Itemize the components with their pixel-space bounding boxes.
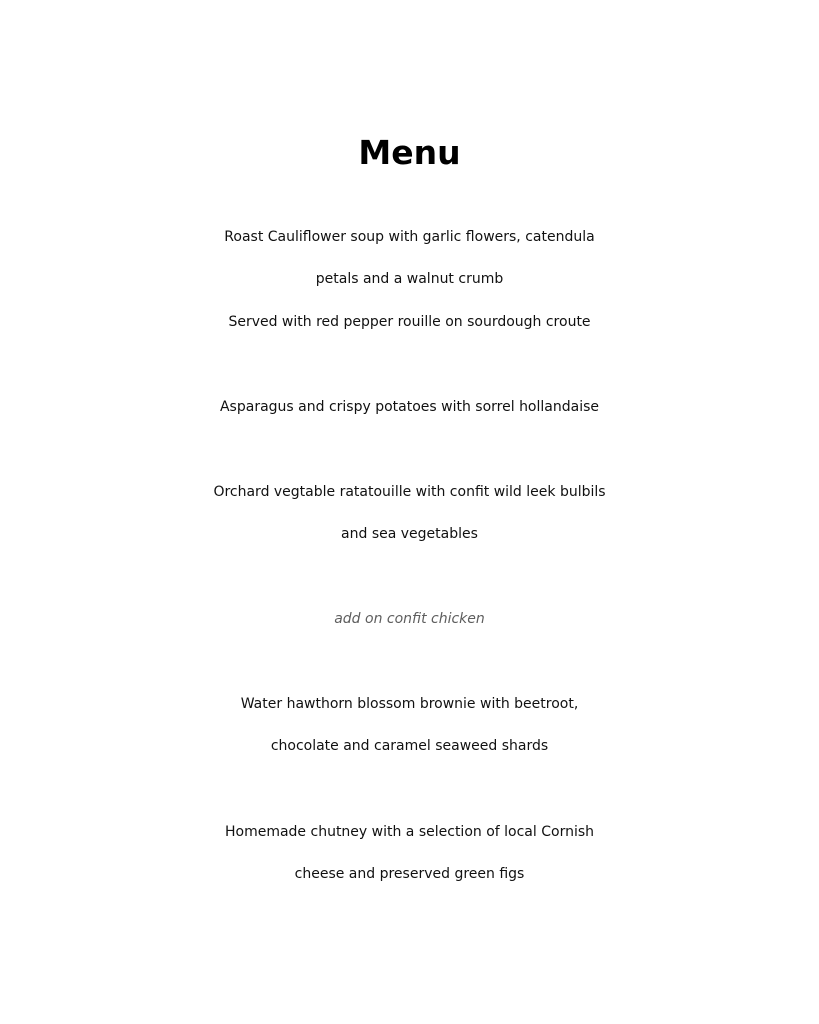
course-1-line-1: Roast Cauliflower soup with garlic flowers, catendula [224, 229, 595, 245]
course-5-line-1: Homemade chutney with a selection of local Cornish [224, 824, 595, 840]
course-1-line-2: petals and a walnut crumb [315, 271, 504, 287]
course-4-line-1: Water hawthorn blossom brownie with beetroot, [240, 696, 579, 712]
course-5-line-2: cheese and preserved green figs [294, 866, 525, 882]
course-4-line-2: chocolate and caramel seaweed shards [270, 738, 549, 754]
course-1-line-3: Served with red pepper rouille on sourdough croute [228, 314, 591, 330]
menu-title: Menu [358, 133, 461, 172]
course-2-line-1: Asparagus and crispy potatoes with sorrel hollandaise [219, 399, 599, 415]
course-3-line-1: Orchard vegtable ratatouille with confit wild leek bulbils [213, 484, 606, 500]
add-on-note: add on confit chicken [334, 611, 485, 627]
course-3-line-2: and sea vegetables [341, 526, 478, 542]
